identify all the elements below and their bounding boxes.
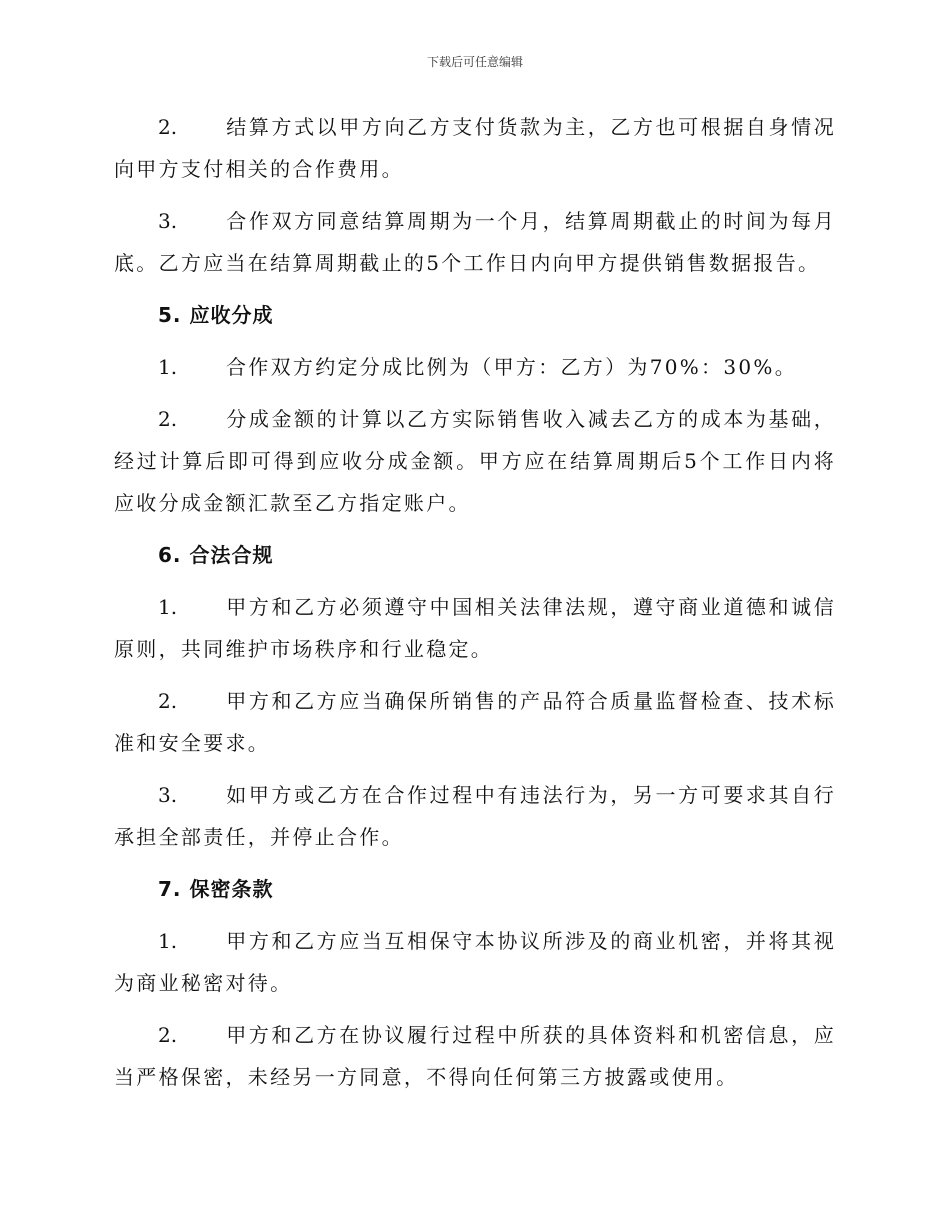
clause-text: 如甲方或乙方在合作过程中有违法行为，另一方可要求其自行承担全部责任，并停止合作。: [114, 783, 836, 849]
clause-7-1: [114, 920, 836, 1004]
clause-number: 2.: [158, 689, 178, 713]
clause-text: 合作双方同意结算周期为一个月，结算周期截止的时间为每月底。乙方应当在结算周期截止的5个工作日内向甲方提供销售数据报告。: [114, 209, 836, 275]
clause-number: 2.: [158, 115, 178, 139]
clause-6-3: [114, 774, 836, 858]
section-heading-6: 6. 合法合规: [158, 543, 274, 567]
clause-4-3: [114, 200, 836, 284]
clause-number: 1.: [158, 929, 178, 953]
clause-number: 2.: [158, 1023, 178, 1047]
clause-text: 合作双方约定分成比例为（甲方：乙方）为70%：30%。: [226, 355, 798, 379]
clause-5-2: [114, 398, 836, 524]
section-heading-5: 5. 应收分成: [158, 303, 274, 327]
clause-number: 3.: [158, 209, 178, 233]
clause-text: 分成金额的计算以乙方实际销售收入减去乙方的成本为基础，经过计算后即可得到应收分成金额。甲方应在结算周期后5个工作日内将应收分成金额汇款至乙方指定账户。: [114, 407, 836, 515]
clause-text: 甲方和乙方应当确保所销售的产品符合质量监督检查、技术标准和安全要求。: [114, 689, 836, 755]
clause-7-2: [114, 1014, 836, 1098]
clause-4-2: [114, 106, 836, 190]
clause-6-1: [114, 586, 836, 670]
clause-text: 甲方和乙方必须遵守中国相关法律法规，遵守商业道德和诚信原则，共同维护市场秩序和行业稳定。: [114, 595, 836, 661]
document-body: [114, 106, 836, 1108]
clause-5-1: [114, 346, 836, 388]
clause-number: 1.: [158, 595, 178, 619]
clause-number: 3.: [158, 783, 178, 807]
clause-6-2: [114, 680, 836, 764]
clause-text: 甲方和乙方应当互相保守本协议所涉及的商业机密，并将其视为商业秘密对待。: [114, 929, 836, 995]
clause-text: 甲方和乙方在协议履行过程中所获的具体资料和机密信息，应当严格保密，未经另一方同意，不得向任何第三方披露或使用。: [114, 1023, 836, 1089]
page-header: 下载后可任意编辑: [426, 55, 523, 69]
clause-text: 结算方式以甲方向乙方支付货款为主，乙方也可根据自身情况向甲方支付相关的合作费用。: [114, 115, 836, 181]
section-heading-7: 7. 保密条款: [158, 877, 274, 901]
clause-number: 1.: [158, 355, 178, 379]
clause-number: 2.: [158, 407, 178, 431]
